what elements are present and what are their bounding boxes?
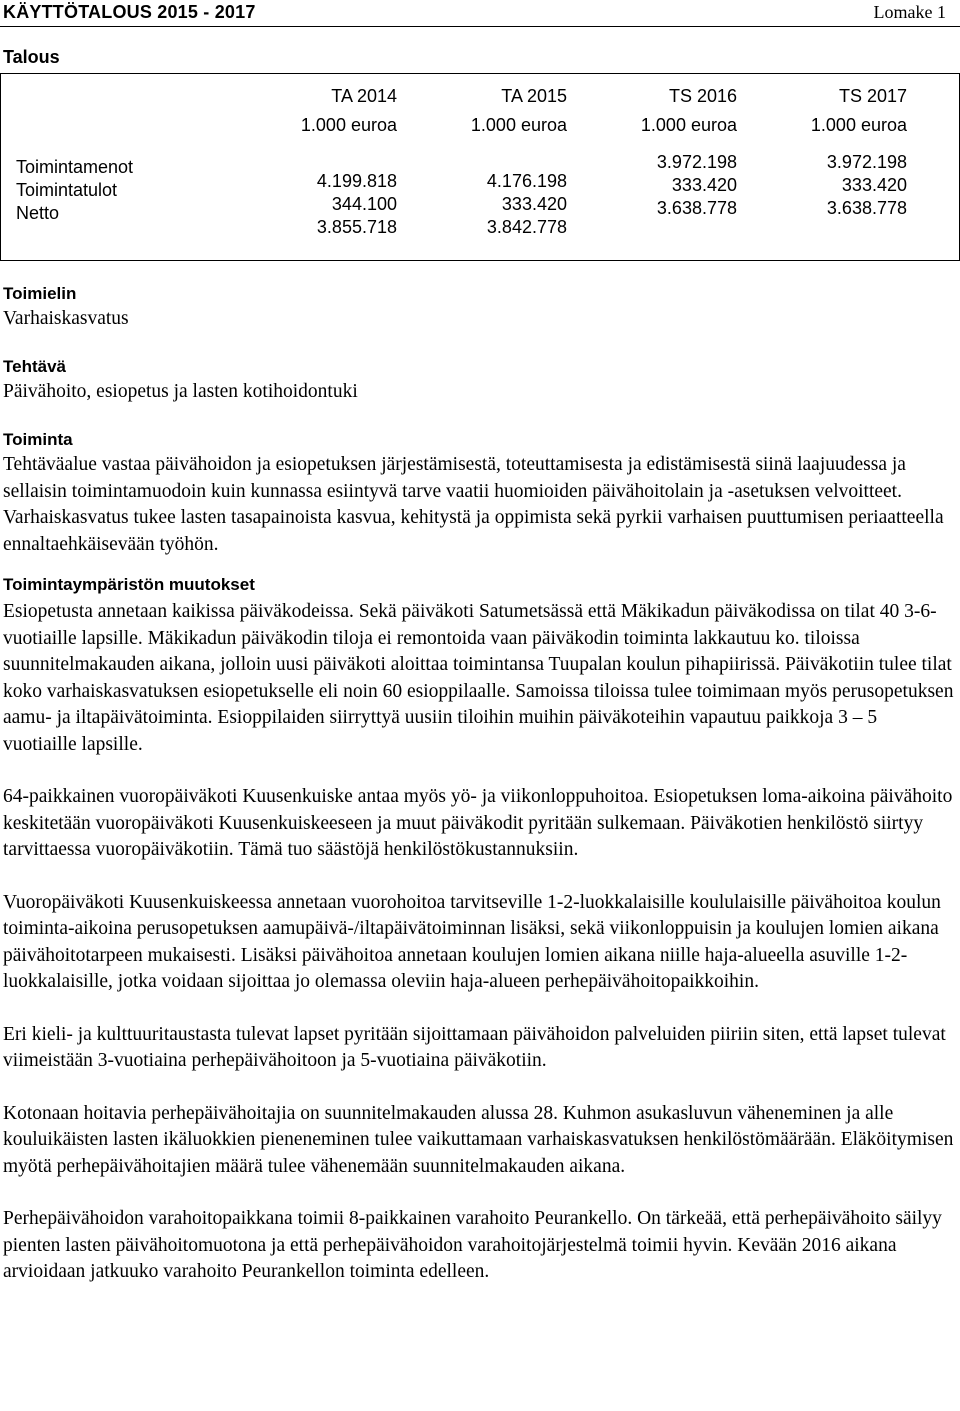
cell-value: 333.420 [671,175,737,195]
muutokset-paragraph: Eri kieli- ja kulttuuritaustasta tulevat lapset pyritään sijoittamaan päivähoidon palveluiden piiriin siten, että lapset tulevat viimeistään 3-vuotiaina perhepäivähoitoon ja 5-vuotiaina päiväkotiin. [3,1023,946,1071]
cell-value: 3.638.778 [656,198,737,218]
tehtava-text: Päivähoito, esiopetus ja lasten kotihoidontuki [3,381,358,402]
budget-table [0,73,960,261]
cell-value: 3.638.778 [826,198,907,218]
row-labels [16,156,133,225]
column-ta-2014 [221,82,397,239]
column-ts-2016 [561,82,737,220]
toimielin-heading: Toimielin [3,284,77,303]
toimielin-text: Varhaiskasvatus [3,308,129,329]
row-label: Toimintamenot [16,157,134,177]
document-title: KÄYTTÖTALOUS 2015 - 2017 [3,2,256,22]
column-year: TA 2014 [331,86,397,106]
form-label: Lomake 1 [873,2,946,22]
muutokset-paragraph: Kotonaan hoitavia perhepäivähoitajia on suunnitelmakauden alussa 28. Kuhmon asukasluvun väheneminen ja alle kouluikäisten lasten ikäluokkien pieneneminen tulee vaikuttamaan varhaiskasvatuksen henkilöstömäärään. Eläköitymisen myötä perhepäivähoitajien määrä tulee vähenemään suunnitelmakauden aikana. [3,1102,954,1177]
column-year: TA 2015 [501,86,567,106]
column-year: TS 2017 [838,86,907,106]
row-label: Netto [16,203,60,223]
muutokset-heading: Toimintaympäristön muutokset [3,575,255,594]
cell-value: 4.176.198 [486,171,567,191]
tehtava-heading: Tehtävä [3,357,66,376]
cell-value: 3.855.718 [316,217,397,237]
row-label: Toimintatulot [16,180,118,200]
muutokset-paragraph: Perhepäivähoidon varahoitopaikkana toimii 8-paikkainen varahoito Peurankello. On tärkeää, että perhepäivähoito säilyy pienten lasten päivähoitomuotona ja että perhepäivähoidon varahoitojärjestelmä toimii hyvin. Kevään 2016 aikana arvioidaan jatkuuko varahoito Peurankellon toiminta edelleen. [3,1208,942,1282]
cell-value: 333.420 [501,194,567,214]
muutokset-paragraph: Vuoropäiväkoti Kuusenkuiskeessa annetaan vuorohoitoa tarvitseville 1-2-luokkalaisille koululaisille päivähoitoa koulun toiminta-aikoina perusopetuksen aamupäivä-/iltapäivätoiminnan lisäksi, sekä viikonloppuisin ja koulujen lomien aikana päivähoitotarpeen mukaisesti. Lisäksi päivähoitoa annetaan koulujen lomien aikana niille haja-alueella asuville 1-2-luokkalaisille, jotka voidaan sijoittaa jo olemassa oleviin haja-alueen perhepäivähoitopaikkoihin. [3,891,941,992]
cell-value: 3.972.198 [826,152,907,172]
column-ta-2015 [391,82,567,239]
toiminta-heading: Toiminta [3,430,73,449]
cell-value: 3.972.198 [656,152,737,172]
body-text [3,452,955,1286]
talous-heading: Talous [3,47,60,67]
column-unit: 1.000 euroa [470,115,567,135]
column-unit: 1.000 euroa [810,115,907,135]
column-ts-2017 [731,82,907,220]
cell-value: 4.199.818 [316,171,397,191]
muutokset-paragraph: Esiopetusta annetaan kaikissa päiväkodeissa. Sekä päiväkoti Satumetsässä että Mäkikadun päiväkodissa on tilat 40 3-6-vuotiaille lapsille. Mäkikadun päiväkodin tiloja ei remontoida vaan päiväkodin toiminta lakkautuu ko. tiloissa suunnitelmakauden aikana, jolloin uusi päiväkoti aloittaa toimintansa Tuupalan koulun pihapiirissä. Päiväkotiin tulee tilat koko varhaiskasvatuksen esiopetukselle eli noin 60 esioppilaalle. Samoissa tiloissa tulee toimimaan myös perusopetuksen aamu- ja iltapäivätoiminta. Esioppilaiden siirryttyä uusiin tiloihin muihin päiväkoteihin vapautuu paikkoja 3 – 5 vuotiaille lapsille. [3,601,954,755]
column-unit: 1.000 euroa [300,115,397,135]
muutokset-paragraph: 64-paikkainen vuoropäiväkoti Kuusenkuiske antaa myös yö- ja viikonloppuhoitoa. Esiopetuksen loma-aikoina päivähoito keskitetään vuoropäiväkoti Kuusenkuiskeeseen ja muut päiväkodit pyritään sulkemaan. Päiväkotien henkilöstö siirtyy tarvittaessa vuoropäiväkotiin. Tämä tuo säästöjä henkilöstökustannuksiin. [3,786,953,860]
column-year: TS 2016 [668,86,737,106]
cell-value: 344.100 [331,194,397,214]
cell-value: 333.420 [841,175,907,195]
page-header [0,0,960,27]
toiminta-text: Tehtäväalue vastaa päivähoidon ja esiopetuksen järjestämisestä, toteuttamisesta ja edistämisestä siinä laajuudessa ja sellaisin toimintamuodoin kuin kunnassa esiintyvä tarve vaatii huomioiden päivähoitolain ja -asetuksen velvoitteet. Varhaiskasvatus tukee lasten tasapainoista kasvua, kehitystä ja oppimista sekä pyrkii varhaisen puuttumisen periaatteella ennaltaehkäisevään työhön. [3,454,944,555]
cell-value: 3.842.778 [486,217,567,237]
column-unit: 1.000 euroa [640,115,737,135]
